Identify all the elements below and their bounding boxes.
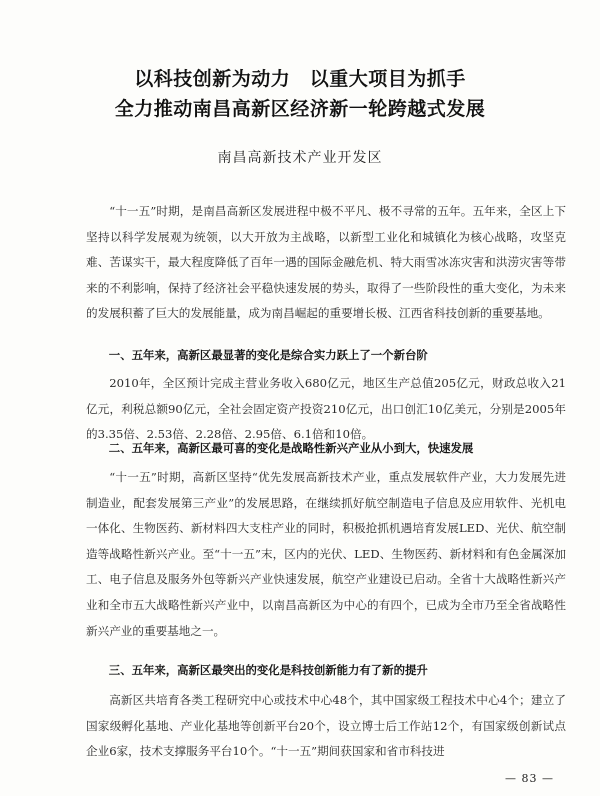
section-heading-1: 一、五年来，高新区最显著的变化是综合实力跃上了一个新台阶 bbox=[108, 348, 428, 362]
section-1-paragraph: 2010年，全区预计完成主营业务收入680亿元，地区生产总值205亿元，财政总收入21亿元，利税总额90亿元，全社会固定资产投资210亿元，出口创汇10亿美元，分别是2005年的3.35倍、2.53倍、2.28倍、2.95倍、6.1倍和10倍。 bbox=[86, 376, 566, 442]
title-line-1: 以科技创新为动力 以重大项目为抓手 bbox=[134, 68, 466, 90]
section-heading-2: 二、五年来，高新区最可喜的变化是战略性新兴产业从小到大，快速发展 bbox=[108, 441, 474, 455]
page-number: — 83 — bbox=[505, 772, 554, 785]
section-3-paragraph: 高新区共培育各类工程研究中心或技术中心48个，其中国家级工程技术中心4个；建立了国家级孵化基地、产业化基地等创新平台20个，设立博士后工作站12个，有国家级创新试点企业6家，技术支撑服务平台10个。“十一五”期间获国家和省市科技进 bbox=[86, 693, 566, 759]
section-2-paragraph: “十一五”时期，高新区坚持“优先发展高新技术产业，重点发展软件产业，大力发展先进制造业，配套发展第三产业”的发展思路，在继续抓好航空制造电子信息及应用软件、光机电一体化、生物医药、新材料四大支柱产业的同时，积极抢抓机遇培育发展LED、光伏、航空制造等战略性新兴产业。至“十一五”末，区内的光伏、LED、生物医药、新材料和有色金属深加工、电子信息及服务外包等新兴产业快速发展，航空产业建设已启动。全省十大战略性新兴产业和全市五大战略性新兴产业中，以南昌高新区为中心的有四个，已成为全市乃至全省战略性新兴产业的重要基地之一。 bbox=[86, 470, 566, 638]
author-line: 南昌高新技术产业开发区 bbox=[217, 150, 383, 166]
section-heading-3: 三、五年来，高新区最突出的变化是科技创新能力有了新的提升 bbox=[108, 663, 428, 677]
intro-paragraph: “十一五”时期，是南昌高新区发展进程中极不平凡、极不寻常的五年。五年来，全区上下坚持以科学发展观为统领，以大开放为主战略，以新型工业化和城镇化为核心战略，攻坚克难、苦谋实干，最大程度降低了百年一遇的国际金融危机、特大雨雪冰冻灾害和洪涝灾害等带来的不利影响，保持了经济社会平稳快速发展的势头，取得了一些阶段性的重大变化，为未来的发展积蓄了巨大的发展能量，成为南昌崛起的重要增长极、江西省科技创新的重要基地。 bbox=[86, 204, 566, 321]
title-line-2: 全力推动南昌高新区经济新一轮跨越式发展 bbox=[114, 98, 486, 120]
